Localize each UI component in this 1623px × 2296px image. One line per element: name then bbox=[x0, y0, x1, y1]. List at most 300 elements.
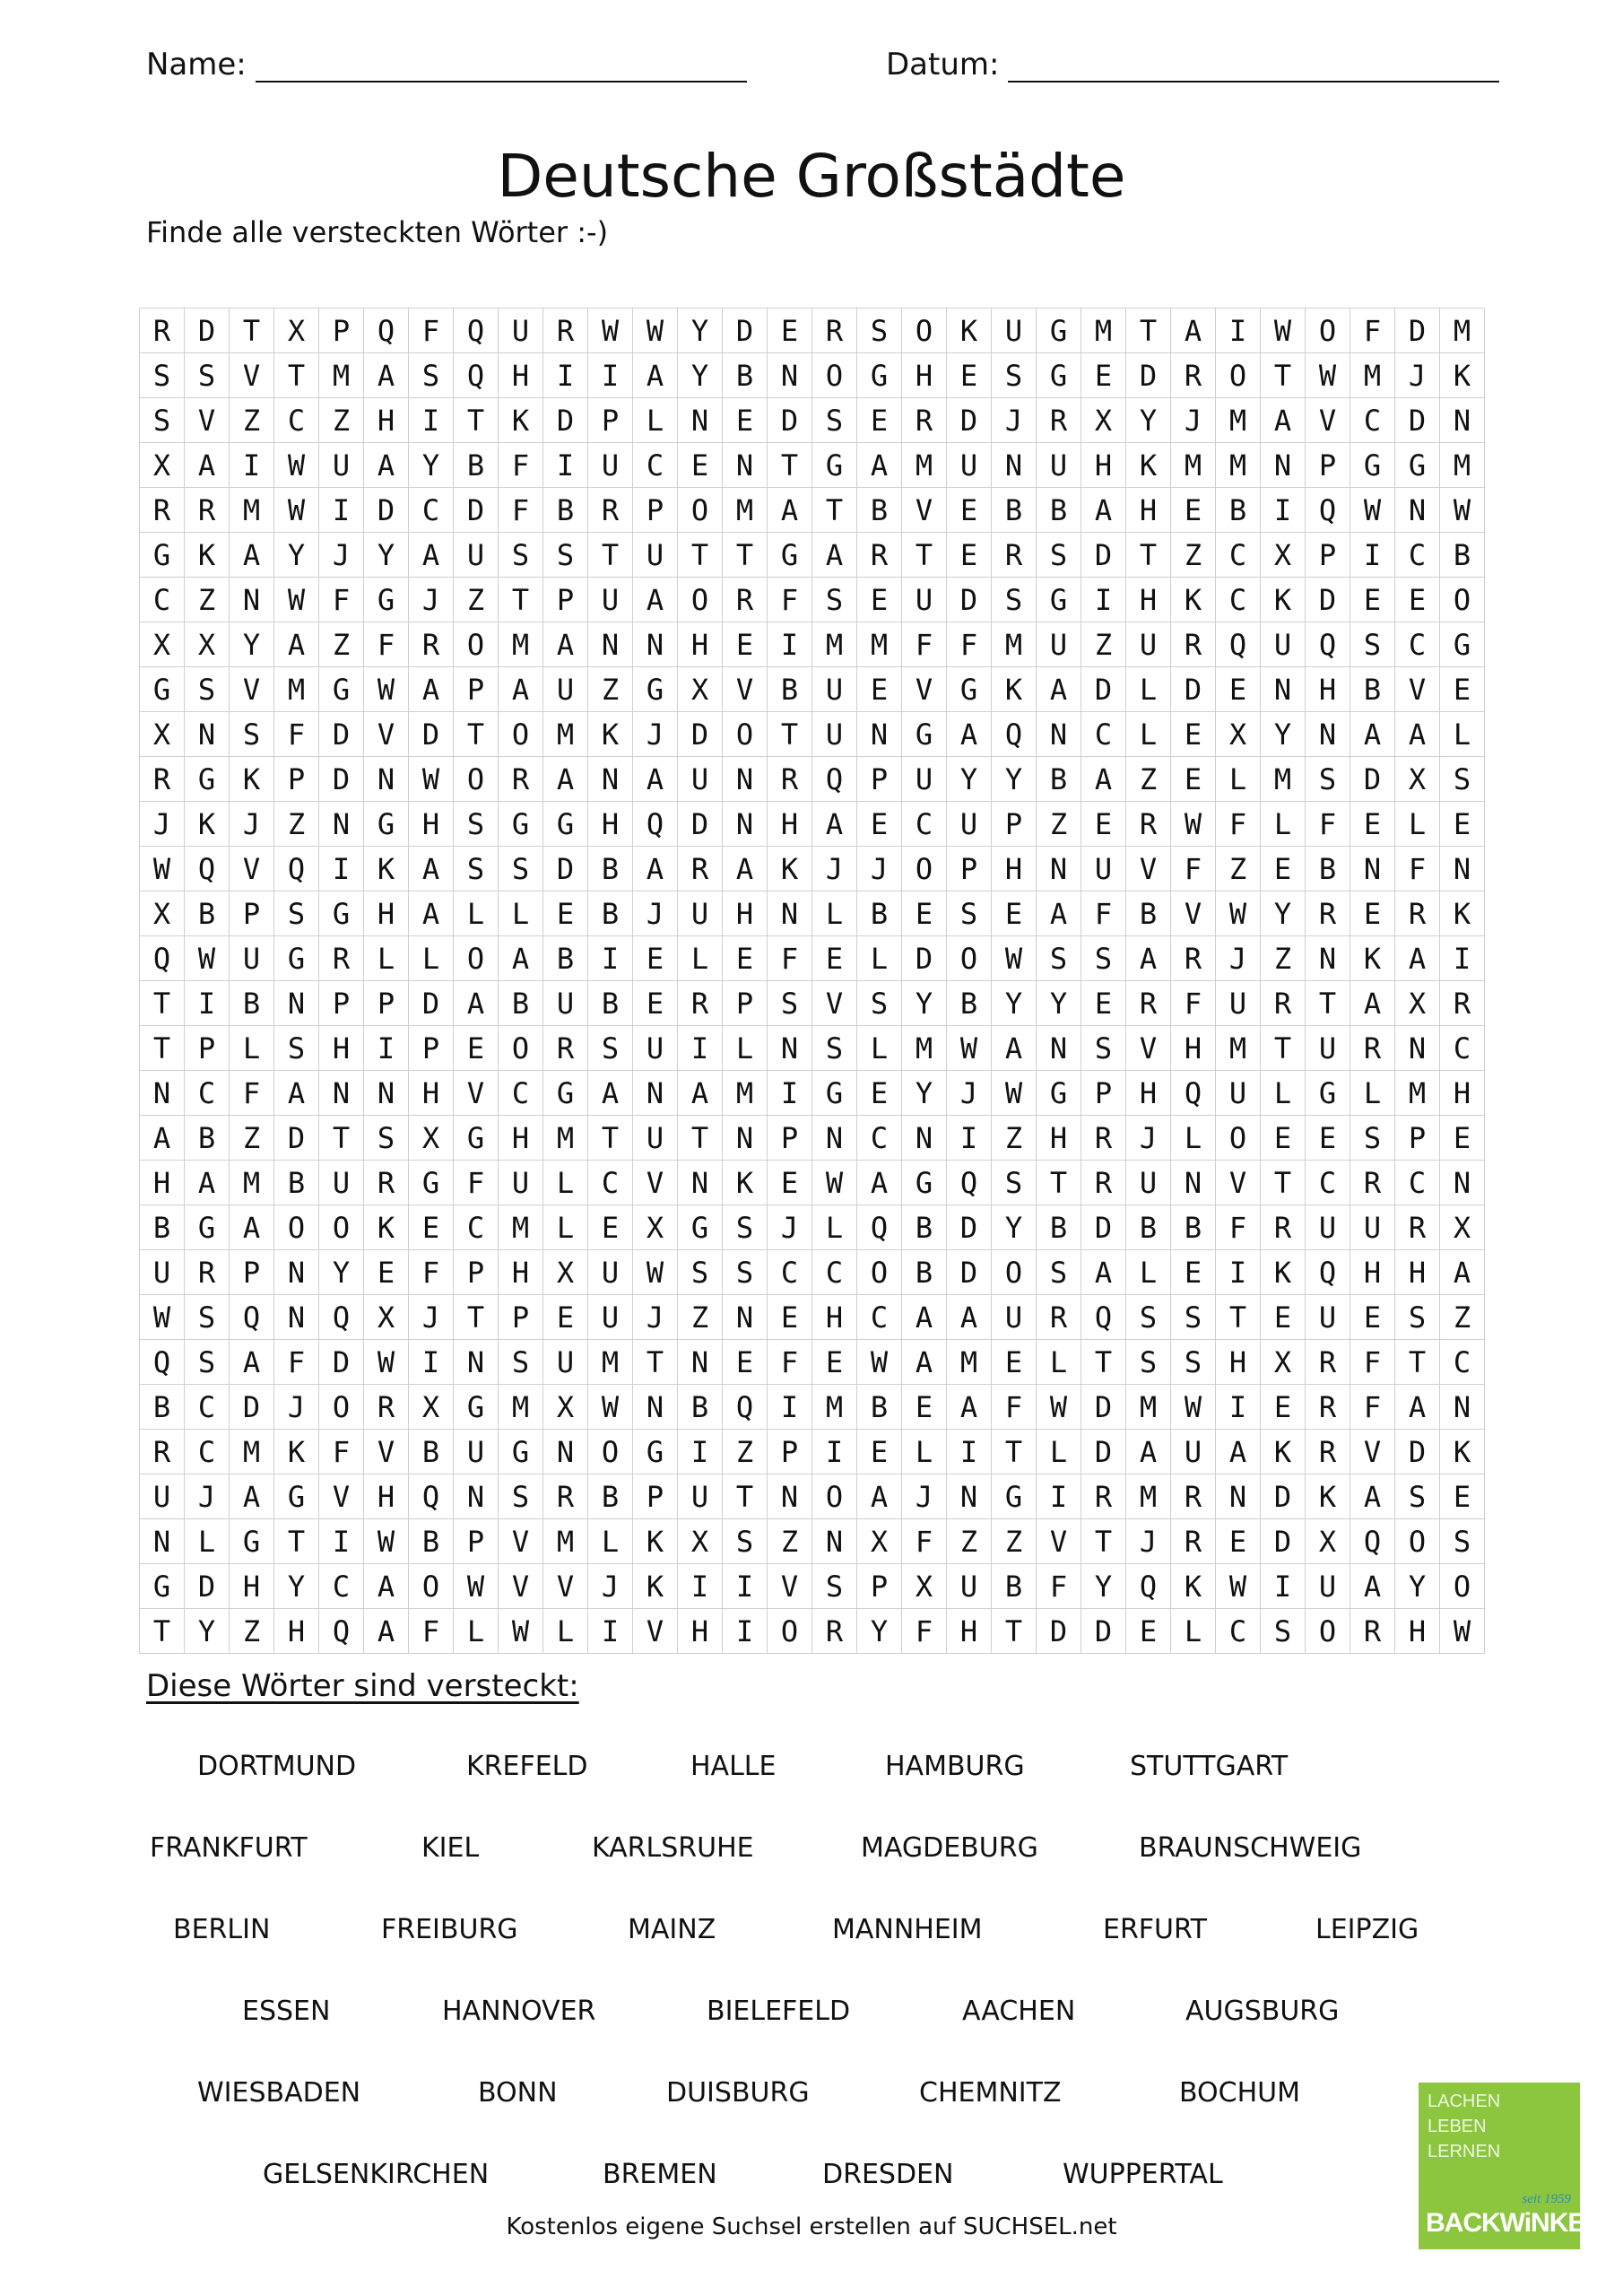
grid-cell: G bbox=[633, 1430, 678, 1474]
grid-cell: S bbox=[812, 398, 857, 443]
grid-cell: L bbox=[902, 1430, 947, 1474]
grid-cell: U bbox=[947, 802, 992, 847]
grid-cell: B bbox=[588, 981, 633, 1026]
grid-cell: M bbox=[319, 353, 364, 398]
grid-cell: D bbox=[185, 309, 230, 353]
grid-row bbox=[140, 936, 1485, 981]
grid-cell: G bbox=[902, 712, 947, 757]
grid-cell: J bbox=[1126, 1116, 1171, 1161]
grid-cell: N bbox=[230, 578, 274, 622]
grid-cell: N bbox=[1440, 1385, 1485, 1430]
grid-cell: Y bbox=[902, 1071, 947, 1116]
grid-cell: O bbox=[409, 1564, 454, 1609]
logo-since: seit 1959 bbox=[1522, 2192, 1571, 2206]
grid-cell: V bbox=[454, 1071, 499, 1116]
grid-cell: K bbox=[185, 802, 230, 847]
grid-cell: G bbox=[454, 1385, 499, 1430]
grid-cell: Z bbox=[319, 622, 364, 667]
grid-cell: A bbox=[543, 622, 588, 667]
grid-cell: Q bbox=[274, 847, 319, 891]
grid-cell: L bbox=[1037, 1340, 1081, 1385]
grid-cell: L bbox=[230, 1026, 274, 1071]
grid-cell: G bbox=[319, 667, 364, 712]
word-item: HALLE bbox=[690, 1751, 777, 1782]
grid-cell: Y bbox=[992, 1205, 1037, 1250]
grid-cell: F bbox=[409, 1250, 454, 1295]
grid-cell: I bbox=[543, 353, 588, 398]
grid-cell: D bbox=[678, 802, 723, 847]
grid-cell: T bbox=[723, 1474, 768, 1519]
grid-cell: N bbox=[812, 1116, 857, 1161]
grid-cell: D bbox=[543, 398, 588, 443]
grid-row bbox=[140, 488, 1485, 533]
grid-cell: A bbox=[274, 622, 319, 667]
grid-cell: U bbox=[543, 1340, 588, 1385]
grid-cell: D bbox=[409, 712, 454, 757]
grid-cell: T bbox=[678, 1116, 723, 1161]
grid-cell: N bbox=[992, 443, 1037, 488]
grid-cell: V bbox=[1126, 847, 1171, 891]
grid-cell: U bbox=[499, 1161, 543, 1205]
grid-cell: G bbox=[140, 667, 185, 712]
grid-cell: A bbox=[274, 1071, 319, 1116]
grid-cell: T bbox=[230, 309, 274, 353]
grid-cell: Z bbox=[768, 1519, 812, 1564]
grid-cell: R bbox=[140, 309, 185, 353]
grid-cell: W bbox=[364, 667, 409, 712]
grid-cell: H bbox=[1126, 488, 1171, 533]
grid-cell: A bbox=[633, 757, 678, 802]
grid-cell: M bbox=[1216, 443, 1261, 488]
grid-cell: T bbox=[992, 1430, 1037, 1474]
grid-cell: A bbox=[723, 847, 768, 891]
grid-cell: G bbox=[364, 578, 409, 622]
grid-cell: R bbox=[1037, 398, 1081, 443]
grid-cell: T bbox=[499, 578, 543, 622]
grid-cell: T bbox=[1261, 353, 1306, 398]
grid-cell: N bbox=[1440, 847, 1485, 891]
grid-cell: A bbox=[1126, 1430, 1171, 1474]
grid-row bbox=[140, 443, 1485, 488]
grid-cell: G bbox=[185, 1205, 230, 1250]
grid-cell: N bbox=[768, 1474, 812, 1519]
grid-cell: C bbox=[857, 1116, 902, 1161]
grid-cell: U bbox=[140, 1474, 185, 1519]
grid-cell: X bbox=[1440, 1205, 1485, 1250]
grid-cell: M bbox=[723, 1071, 768, 1116]
grid-cell: L bbox=[1261, 802, 1306, 847]
grid-cell: P bbox=[768, 1430, 812, 1474]
grid-cell: U bbox=[1037, 443, 1081, 488]
grid-cell: O bbox=[992, 1250, 1037, 1295]
grid-cell: Z bbox=[319, 398, 364, 443]
grid-cell: P bbox=[947, 847, 992, 891]
grid-cell: U bbox=[454, 1430, 499, 1474]
grid-cell: C bbox=[499, 1071, 543, 1116]
grid-cell: D bbox=[409, 981, 454, 1026]
grid-cell: M bbox=[274, 667, 319, 712]
grid-cell: X bbox=[1306, 1519, 1350, 1564]
grid-cell: N bbox=[768, 353, 812, 398]
grid-cell: J bbox=[812, 847, 857, 891]
grid-cell: C bbox=[1216, 1609, 1261, 1654]
grid-cell: R bbox=[1350, 1609, 1395, 1654]
grid-cell: W bbox=[633, 1250, 678, 1295]
grid-cell: M bbox=[1350, 353, 1395, 398]
grid-cell: K bbox=[992, 667, 1037, 712]
grid-cell: G bbox=[992, 1474, 1037, 1519]
grid-cell: B bbox=[1037, 488, 1081, 533]
grid-cell: A bbox=[1350, 1564, 1395, 1609]
grid-cell: U bbox=[1037, 622, 1081, 667]
grid-cell: C bbox=[319, 1564, 364, 1609]
grid-cell: R bbox=[1126, 981, 1171, 1026]
word-search-grid bbox=[139, 308, 1471, 1648]
grid-cell: O bbox=[499, 712, 543, 757]
grid-cell: L bbox=[1350, 1071, 1395, 1116]
grid-row bbox=[140, 533, 1485, 578]
word-list-heading: Diese Wörter sind versteckt: bbox=[146, 1668, 579, 1704]
grid-cell: Z bbox=[1126, 757, 1171, 802]
word-item: BREMEN bbox=[603, 2159, 717, 2190]
grid-cell: R bbox=[992, 533, 1037, 578]
grid-cell: E bbox=[857, 667, 902, 712]
grid-cell: F bbox=[409, 309, 454, 353]
grid-cell: A bbox=[409, 533, 454, 578]
grid-cell: A bbox=[409, 667, 454, 712]
grid-cell: L bbox=[1126, 667, 1171, 712]
grid-cell: M bbox=[543, 712, 588, 757]
grid-cell: R bbox=[1306, 1340, 1350, 1385]
grid-cell: U bbox=[319, 443, 364, 488]
grid-cell: Y bbox=[678, 309, 723, 353]
grid-cell: S bbox=[1261, 1609, 1306, 1654]
grid-cell: S bbox=[230, 712, 274, 757]
grid-cell: S bbox=[992, 578, 1037, 622]
grid-cell: J bbox=[857, 847, 902, 891]
grid-cell: P bbox=[409, 1026, 454, 1071]
grid-cell: S bbox=[1171, 1295, 1216, 1340]
grid-cell: G bbox=[1440, 622, 1485, 667]
grid-cell: H bbox=[902, 353, 947, 398]
grid-cell: W bbox=[274, 488, 319, 533]
grid-cell: T bbox=[723, 533, 768, 578]
word-item: BERLIN bbox=[173, 1914, 271, 1945]
grid-cell: X bbox=[140, 712, 185, 757]
grid-cell: X bbox=[1261, 533, 1306, 578]
grid-cell: J bbox=[185, 1474, 230, 1519]
grid-cell: E bbox=[857, 1430, 902, 1474]
grid-cell: C bbox=[185, 1430, 230, 1474]
grid-cell: Q bbox=[1306, 622, 1350, 667]
grid-row bbox=[140, 847, 1485, 891]
grid-cell: J bbox=[633, 712, 678, 757]
grid-cell: E bbox=[768, 1161, 812, 1205]
grid-cell: U bbox=[588, 443, 633, 488]
grid-cell: U bbox=[992, 1295, 1037, 1340]
grid-cell: E bbox=[768, 1295, 812, 1340]
grid-cell: K bbox=[274, 1430, 319, 1474]
grid-cell: S bbox=[1081, 936, 1126, 981]
grid-cell: T bbox=[1216, 1295, 1261, 1340]
grid-cell: D bbox=[947, 398, 992, 443]
grid-cell: M bbox=[902, 443, 947, 488]
grid-cell: P bbox=[274, 757, 319, 802]
grid-cell: G bbox=[947, 667, 992, 712]
grid-cell: U bbox=[543, 667, 588, 712]
grid-row bbox=[140, 1564, 1485, 1609]
grid-cell: S bbox=[543, 533, 588, 578]
grid-cell: Q bbox=[812, 757, 857, 802]
grid-cell: N bbox=[678, 398, 723, 443]
grid-cell: P bbox=[499, 1295, 543, 1340]
grid-cell: U bbox=[812, 667, 857, 712]
grid-cell: S bbox=[1440, 757, 1485, 802]
grid-row bbox=[140, 1295, 1485, 1340]
grid-cell: R bbox=[140, 1430, 185, 1474]
grid-cell: A bbox=[454, 981, 499, 1026]
grid-cell: N bbox=[319, 802, 364, 847]
grid-cell: U bbox=[1306, 1026, 1350, 1071]
grid-cell: H bbox=[723, 891, 768, 936]
grid-cell: I bbox=[588, 353, 633, 398]
grid-cell: F bbox=[992, 1385, 1037, 1430]
grid-cell: E bbox=[1440, 1116, 1485, 1161]
grid-cell: B bbox=[454, 443, 499, 488]
grid-cell: P bbox=[319, 981, 364, 1026]
grid-cell: O bbox=[1440, 578, 1485, 622]
grid-cell: C bbox=[1440, 1340, 1485, 1385]
grid-cell: G bbox=[1037, 353, 1081, 398]
grid-row bbox=[140, 1385, 1485, 1430]
grid-cell: O bbox=[678, 488, 723, 533]
grid-cell: M bbox=[1216, 1026, 1261, 1071]
grid-cell: F bbox=[1350, 1385, 1395, 1430]
grid-cell: S bbox=[140, 398, 185, 443]
grid-cell: Y bbox=[1395, 1564, 1440, 1609]
grid-cell: G bbox=[1037, 578, 1081, 622]
grid-cell: E bbox=[857, 398, 902, 443]
grid-cell: M bbox=[1126, 1474, 1171, 1519]
grid-cell: V bbox=[230, 847, 274, 891]
grid-cell: T bbox=[768, 443, 812, 488]
grid-cell: T bbox=[454, 712, 499, 757]
grid-cell: E bbox=[1350, 1295, 1395, 1340]
grid-cell: E bbox=[1171, 1250, 1216, 1295]
grid-cell: V bbox=[1216, 1161, 1261, 1205]
grid-cell: S bbox=[1395, 1474, 1440, 1519]
grid-cell: C bbox=[1350, 398, 1395, 443]
grid-cell: H bbox=[319, 1026, 364, 1071]
grid-cell: S bbox=[364, 1116, 409, 1161]
grid-cell: C bbox=[1395, 1161, 1440, 1205]
grid-cell: V bbox=[902, 667, 947, 712]
grid-cell: M bbox=[902, 1026, 947, 1071]
grid-cell: M bbox=[543, 1519, 588, 1564]
logo-brand: BACKWiNKEL bbox=[1426, 2208, 1601, 2238]
grid-cell: N bbox=[812, 1519, 857, 1564]
grid-cell: F bbox=[1350, 309, 1395, 353]
grid-cell: E bbox=[768, 309, 812, 353]
grid-cell: S bbox=[1350, 1116, 1395, 1161]
grid-cell: E bbox=[454, 1026, 499, 1071]
grid-cell: R bbox=[364, 1161, 409, 1205]
grid-cell: F bbox=[364, 622, 409, 667]
grid-cell: Q bbox=[1126, 1564, 1171, 1609]
grid-cell: Q bbox=[992, 712, 1037, 757]
grid-cell: X bbox=[140, 443, 185, 488]
grid-cell: B bbox=[1350, 667, 1395, 712]
grid-cell: T bbox=[1081, 1519, 1126, 1564]
grid-cell: M bbox=[499, 1385, 543, 1430]
grid-cell: A bbox=[1126, 936, 1171, 981]
word-item: KREFELD bbox=[466, 1751, 588, 1782]
grid-cell: A bbox=[499, 667, 543, 712]
grid-cell: Q bbox=[454, 353, 499, 398]
grid-cell: O bbox=[902, 847, 947, 891]
grid-cell: F bbox=[902, 1609, 947, 1654]
grid-cell: N bbox=[723, 1295, 768, 1340]
grid-cell: M bbox=[1171, 443, 1216, 488]
grid-cell: D bbox=[723, 309, 768, 353]
grid-cell: U bbox=[230, 936, 274, 981]
grid-cell: E bbox=[902, 891, 947, 936]
grid-cell: J bbox=[633, 1295, 678, 1340]
name-blank-line bbox=[256, 54, 747, 83]
grid-cell: V bbox=[319, 1474, 364, 1519]
word-item: AACHEN bbox=[962, 1996, 1076, 2027]
grid-cell: K bbox=[588, 712, 633, 757]
grid-cell: A bbox=[230, 1205, 274, 1250]
grid-cell: W bbox=[812, 1161, 857, 1205]
grid-cell: O bbox=[1306, 309, 1350, 353]
grid-cell: K bbox=[1306, 1474, 1350, 1519]
grid-cell: D bbox=[1126, 353, 1171, 398]
grid-cell: I bbox=[588, 1609, 633, 1654]
word-item: STUTTGART bbox=[1130, 1751, 1289, 1782]
grid-cell: X bbox=[1395, 757, 1440, 802]
grid-cell: S bbox=[812, 578, 857, 622]
grid-cell: J bbox=[409, 1295, 454, 1340]
grid-cell: W bbox=[1216, 1564, 1261, 1609]
grid-cell: Y bbox=[409, 443, 454, 488]
grid-cell: K bbox=[230, 757, 274, 802]
grid-cell: Q bbox=[140, 936, 185, 981]
grid-cell: P bbox=[454, 1519, 499, 1564]
grid-cell: E bbox=[543, 1295, 588, 1340]
backwinkel-logo bbox=[1419, 2083, 1601, 2249]
grid-cell: O bbox=[588, 1430, 633, 1474]
grid-cell: H bbox=[409, 802, 454, 847]
grid-cell: D bbox=[1395, 309, 1440, 353]
grid-cell: W bbox=[274, 443, 319, 488]
grid-cell: G bbox=[902, 1161, 947, 1205]
grid-cell: H bbox=[1126, 1071, 1171, 1116]
grid-cell: O bbox=[454, 757, 499, 802]
grid-cell: A bbox=[185, 1161, 230, 1205]
grid-cell: O bbox=[857, 1250, 902, 1295]
grid-cell: G bbox=[140, 1564, 185, 1609]
grid-cell: D bbox=[1350, 757, 1395, 802]
grid-cell: Q bbox=[230, 1295, 274, 1340]
grid-cell: H bbox=[140, 1161, 185, 1205]
grid-cell: E bbox=[1350, 891, 1395, 936]
grid-cell: R bbox=[1350, 1161, 1395, 1205]
grid-cell: Y bbox=[1261, 712, 1306, 757]
grid-cell: E bbox=[1350, 802, 1395, 847]
grid-cell: N bbox=[364, 1071, 409, 1116]
grid-cell: S bbox=[812, 1026, 857, 1071]
grid-cell: I bbox=[319, 1519, 364, 1564]
grid-cell: W bbox=[588, 1385, 633, 1430]
grid-cell: R bbox=[902, 398, 947, 443]
grid-cell: Y bbox=[364, 533, 409, 578]
grid-cell: C bbox=[857, 1295, 902, 1340]
grid-cell: L bbox=[857, 1026, 902, 1071]
grid-cell: A bbox=[1350, 712, 1395, 757]
grid-cell: H bbox=[499, 1250, 543, 1295]
grid-cell: R bbox=[1350, 1026, 1395, 1071]
grid-cell: D bbox=[947, 1250, 992, 1295]
grid-cell: N bbox=[454, 1474, 499, 1519]
grid-cell: A bbox=[812, 802, 857, 847]
grid-cell: D bbox=[319, 712, 364, 757]
grid-cell: T bbox=[140, 981, 185, 1026]
word-item: KIEL bbox=[421, 1832, 480, 1864]
grid-cell: K bbox=[768, 847, 812, 891]
grid-cell: Z bbox=[230, 1116, 274, 1161]
grid-cell: B bbox=[992, 488, 1037, 533]
grid-cell: P bbox=[857, 1564, 902, 1609]
grid-cell: F bbox=[230, 1071, 274, 1116]
grid-cell: O bbox=[947, 936, 992, 981]
grid-cell: N bbox=[1037, 1026, 1081, 1071]
grid-cell: B bbox=[185, 891, 230, 936]
grid-cell: R bbox=[678, 847, 723, 891]
grid-cell: E bbox=[1261, 847, 1306, 891]
grid-cell: F bbox=[768, 1340, 812, 1385]
grid-cell: I bbox=[723, 1564, 768, 1609]
grid-cell: R bbox=[140, 757, 185, 802]
grid-cell: L bbox=[723, 1026, 768, 1071]
grid-cell: A bbox=[1081, 757, 1126, 802]
grid-cell: I bbox=[1216, 1385, 1261, 1430]
grid-cell: N bbox=[1216, 1474, 1261, 1519]
grid-cell: P bbox=[633, 488, 678, 533]
grid-cell: A bbox=[364, 1564, 409, 1609]
grid-cell: W bbox=[1306, 353, 1350, 398]
grid-cell: W bbox=[1440, 488, 1485, 533]
grid-cell: H bbox=[1126, 578, 1171, 622]
grid-cell: E bbox=[1440, 802, 1485, 847]
grid-cell: M bbox=[812, 1385, 857, 1430]
grid-cell: X bbox=[140, 891, 185, 936]
grid-cell: G bbox=[857, 353, 902, 398]
grid-cell: R bbox=[1306, 1430, 1350, 1474]
grid-cell: I bbox=[812, 1430, 857, 1474]
grid-cell: A bbox=[1037, 891, 1081, 936]
grid-cell: B bbox=[857, 891, 902, 936]
grid-cell: E bbox=[409, 1205, 454, 1250]
grid-cell: A bbox=[230, 1474, 274, 1519]
date-field bbox=[886, 47, 1499, 83]
grid-cell: C bbox=[588, 1161, 633, 1205]
grid-cell: U bbox=[499, 309, 543, 353]
grid-cell: V bbox=[499, 1564, 543, 1609]
grid-cell: R bbox=[364, 1385, 409, 1430]
grid-cell: W bbox=[633, 309, 678, 353]
grid-cell: T bbox=[1261, 1026, 1306, 1071]
